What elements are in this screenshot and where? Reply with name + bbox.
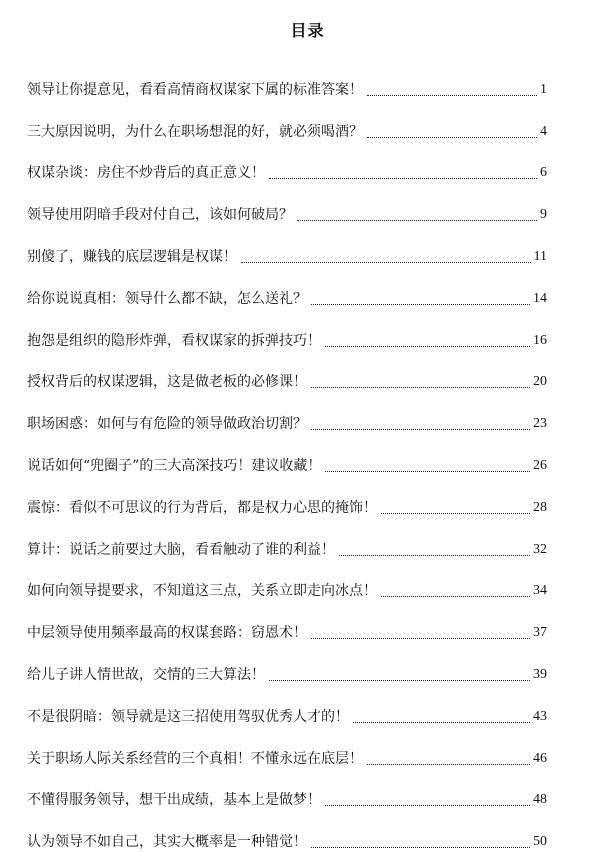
toc-page-number: 16 (533, 332, 547, 348)
toc-page-number: 20 (533, 374, 547, 390)
toc-entry-title: 给儿子讲人情世故，交情的三大算法！ (27, 666, 265, 683)
toc-entry[interactable] (27, 58, 547, 100)
toc-entry-title: 算计：说话之前要过大脑，看看触动了谁的利益！ (27, 541, 335, 558)
toc-entry-title: 给你说说真相：领导什么都不缺，怎么送礼？ (27, 290, 307, 307)
toc-page-number: 14 (533, 290, 547, 306)
toc-list (27, 58, 547, 852)
toc-entry-title: 不懂得服务领导，想干出成绩，基本上是做梦！ (27, 792, 321, 809)
toc-entry-title: 职场困惑：如何与有危险的领导做政治切割？ (27, 416, 307, 433)
toc-dot-leader (311, 846, 530, 848)
toc-page-number: 11 (533, 248, 547, 264)
toc-dot-leader (311, 428, 530, 430)
toc-dot-leader (311, 637, 530, 639)
toc-entry-title: 抱怨是组织的隐形炸弹，看权谋家的拆弹技巧！ (27, 332, 321, 349)
toc-entry[interactable] (27, 100, 547, 142)
toc-page-number: 32 (533, 541, 547, 557)
toc-page-number: 39 (533, 666, 547, 682)
toc-entry-title: 三大原因说明，为什么在职场想混的好，就必须喝酒？ (27, 123, 363, 140)
toc-page-number: 43 (533, 708, 547, 724)
toc-page-number: 6 (540, 165, 547, 181)
toc-title: 目录 (290, 21, 325, 40)
toc-entry[interactable] (27, 476, 547, 518)
toc-page-number: 34 (533, 583, 547, 599)
toc-page-number: 26 (533, 457, 547, 473)
toc-page-number: 23 (533, 416, 547, 432)
toc-entry[interactable] (27, 685, 547, 727)
toc-page-number: 46 (533, 750, 547, 766)
toc-dot-leader (381, 595, 530, 597)
toc-dot-leader (269, 679, 530, 681)
toc-page-number: 4 (540, 123, 547, 139)
toc-entry[interactable] (27, 351, 547, 393)
toc-dot-leader (241, 261, 531, 263)
toc-entry[interactable] (27, 643, 547, 685)
toc-entry-title: 中层领导使用频率最高的权谋套路：窃恩术！ (27, 625, 307, 642)
toc-entry-title: 如何向领导提要求，不知道这三点，关系立即走向冰点！ (27, 583, 377, 600)
toc-dot-leader (325, 470, 530, 472)
toc-entry-title: 震惊：看似不可思议的行为背后，都是权力心思的掩饰！ (27, 499, 377, 516)
toc-dot-leader (325, 345, 530, 347)
toc-entry[interactable] (27, 560, 547, 602)
toc-entry[interactable] (27, 183, 547, 225)
toc-dot-leader (367, 94, 537, 96)
toc-entry[interactable] (27, 518, 547, 560)
toc-entry-title: 说话如何“兜圈子”的三大高深技巧！建议收藏！ (27, 457, 322, 474)
toc-entry[interactable] (27, 434, 547, 476)
toc-dot-leader (367, 136, 537, 138)
toc-dot-leader (381, 512, 530, 514)
toc-entry[interactable] (27, 810, 547, 852)
toc-dot-leader (353, 721, 530, 723)
toc-entry[interactable] (27, 309, 547, 351)
toc-entry-title: 认为领导不如自己，其实大概率是一种错觉！ (27, 834, 307, 851)
toc-dot-leader (325, 804, 530, 806)
toc-entry-title: 不是很阴暗：领导就是这三招使用驾驭优秀人才的！ (27, 708, 349, 725)
toc-entry[interactable] (27, 727, 547, 769)
toc-entry[interactable] (27, 267, 547, 309)
toc-dot-leader (339, 554, 530, 556)
toc-entry[interactable] (27, 392, 547, 434)
toc-entry-title: 授权背后的权谋逻辑，这是做老板的必修课！ (27, 374, 307, 391)
toc-entry-title: 关于职场人际关系经营的三个真相！不懂永远在底层！ (27, 750, 363, 767)
toc-page-number: 48 (533, 792, 547, 808)
toc-entry-title: 别傻了，赚钱的底层逻辑是权谋！ (27, 248, 237, 265)
toc-dot-leader (297, 219, 537, 221)
toc-entry-title: 领导让你提意见，看看高情商权谋家下属的标准答案！ (27, 81, 363, 98)
toc-dot-leader (269, 177, 537, 179)
toc-entry[interactable] (27, 225, 547, 267)
toc-entry[interactable] (27, 769, 547, 811)
toc-dot-leader (311, 386, 530, 388)
toc-page-number: 1 (540, 81, 547, 97)
toc-dot-leader (311, 303, 530, 305)
toc-entry-title: 权谋杂谈：房住不炒背后的真正意义！ (27, 165, 265, 182)
toc-page-number: 28 (533, 499, 547, 515)
toc-page-number: 50 (533, 834, 547, 850)
toc-entry-title: 领导使用阴暗手段对付自己，该如何破局？ (27, 207, 293, 224)
toc-page-number: 9 (540, 207, 547, 223)
toc-dot-leader (367, 763, 530, 765)
toc-entry[interactable] (27, 142, 547, 184)
toc-entry[interactable] (27, 601, 547, 643)
toc-page-number: 37 (533, 625, 547, 641)
